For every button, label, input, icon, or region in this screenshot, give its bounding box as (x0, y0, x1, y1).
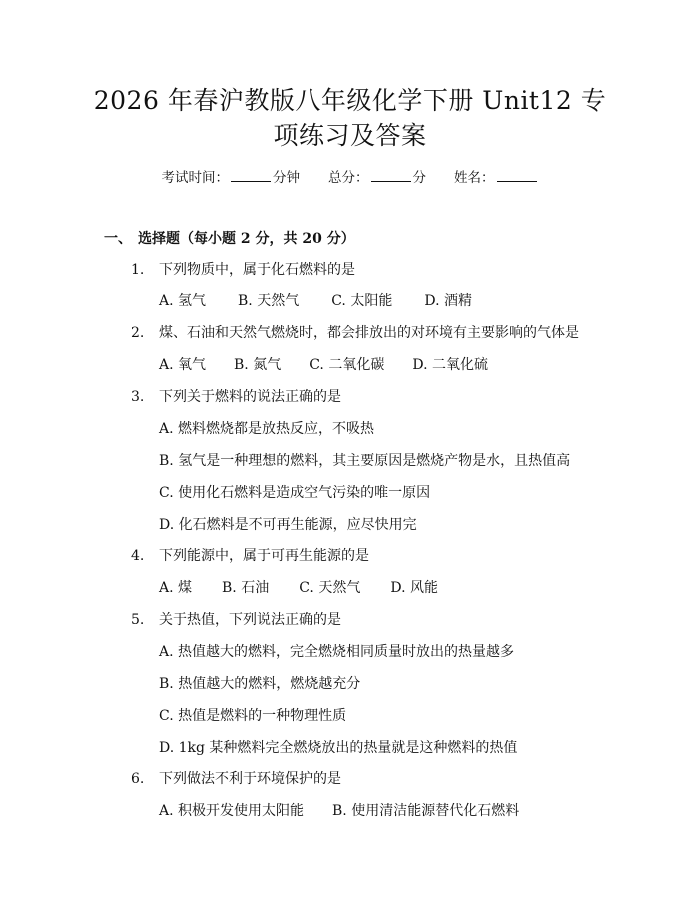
section-title: 选择题（每小题 2 分，共 20 分） (138, 231, 355, 247)
question-1-options (159, 291, 502, 311)
option-b: B. 使用清洁能源替代化石燃料 (332, 803, 520, 819)
question-5 (131, 610, 341, 630)
exam-time-field (162, 168, 301, 188)
option-d: D. 二氧化硫 (412, 357, 488, 373)
question-3-option-d: D. 化石燃料是不可再生能源，应尽快用完 (159, 517, 417, 533)
exam-time-blank (231, 169, 271, 182)
option-c: C. 天然气 (299, 580, 361, 596)
document-title-line-2: 项练习及答案 (273, 121, 427, 150)
question-1 (131, 260, 355, 280)
question-text: 煤、石油和天然气燃烧时，都会排放出的对环境有主要影响的气体是 (159, 325, 579, 341)
option-a: A. 氧气 (159, 357, 207, 373)
total-score-field (328, 168, 426, 188)
student-name-field (454, 168, 539, 188)
question-5-option-c: C. 热值是燃料的一种物理性质 (159, 708, 347, 724)
total-score-unit: 分 (412, 170, 426, 186)
question-4 (131, 546, 369, 566)
total-score-blank (371, 169, 411, 182)
student-name-blank (497, 169, 537, 182)
total-score-label: 总分： (328, 170, 369, 186)
option-a: A. 煤 (159, 580, 193, 596)
exam-time-label: 考试时间： (161, 170, 229, 186)
option-c: C. 太阳能 (331, 293, 393, 309)
question-text: 下列关于燃料的说法正确的是 (159, 389, 341, 405)
question-text: 下列物质中，属于化石燃料的是 (159, 262, 355, 278)
question-2-options (159, 355, 518, 375)
exam-meta-row (0, 168, 700, 188)
question-number: 2. (131, 325, 145, 341)
option-b: B. 石油 (222, 580, 270, 596)
option-d: D. 酒精 (424, 293, 472, 309)
question-2 (131, 323, 579, 343)
question-3-option-a: A. 燃料燃烧都是放热反应，不吸热 (159, 421, 375, 437)
question-5-option-a: A. 热值越大的燃料，完全燃烧相同质量时放出的热量越多 (159, 644, 515, 660)
question-5-option-d: D. 1kg 某种燃料完全燃烧放出的热量就是这种燃料的热值 (159, 740, 518, 756)
question-6-options (159, 801, 549, 821)
question-number: 5. (131, 612, 145, 628)
option-a: A. 氢气 (159, 293, 207, 309)
question-text: 下列能源中，属于可再生能源的是 (159, 548, 369, 564)
question-5-option-b: B. 热值越大的燃料，燃烧越充分 (159, 676, 361, 692)
section-heading-choice (104, 229, 355, 249)
option-c: C. 二氧化碳 (309, 357, 385, 373)
question-text: 关于热值，下列说法正确的是 (159, 612, 341, 628)
question-3-option-c: C. 使用化石燃料是造成空气污染的唯一原因 (159, 485, 431, 501)
question-number: 3. (131, 389, 145, 405)
student-name-label: 姓名： (454, 170, 495, 186)
document-title-line-1: 2026 年春沪教版八年级化学下册 Unit12 专 (93, 86, 607, 115)
question-number: 4. (131, 548, 145, 564)
option-b: B. 天然气 (238, 293, 300, 309)
option-b: B. 氮气 (234, 357, 282, 373)
question-3 (131, 387, 341, 407)
question-number: 1. (131, 262, 145, 278)
question-6 (131, 769, 341, 789)
section-number: 一、 (104, 231, 132, 247)
question-number: 6. (131, 771, 145, 787)
question-4-options (159, 578, 468, 598)
option-a: A. 积极开发使用太阳能 (159, 803, 305, 819)
question-text: 下列做法不利于环境保护的是 (159, 771, 341, 787)
exam-time-unit: 分钟 (273, 170, 300, 186)
question-3-option-b: B. 氢气是一种理想的燃料，其主要原因是燃烧产物是水，且热值高 (159, 453, 571, 469)
option-d: D. 风能 (390, 580, 438, 596)
